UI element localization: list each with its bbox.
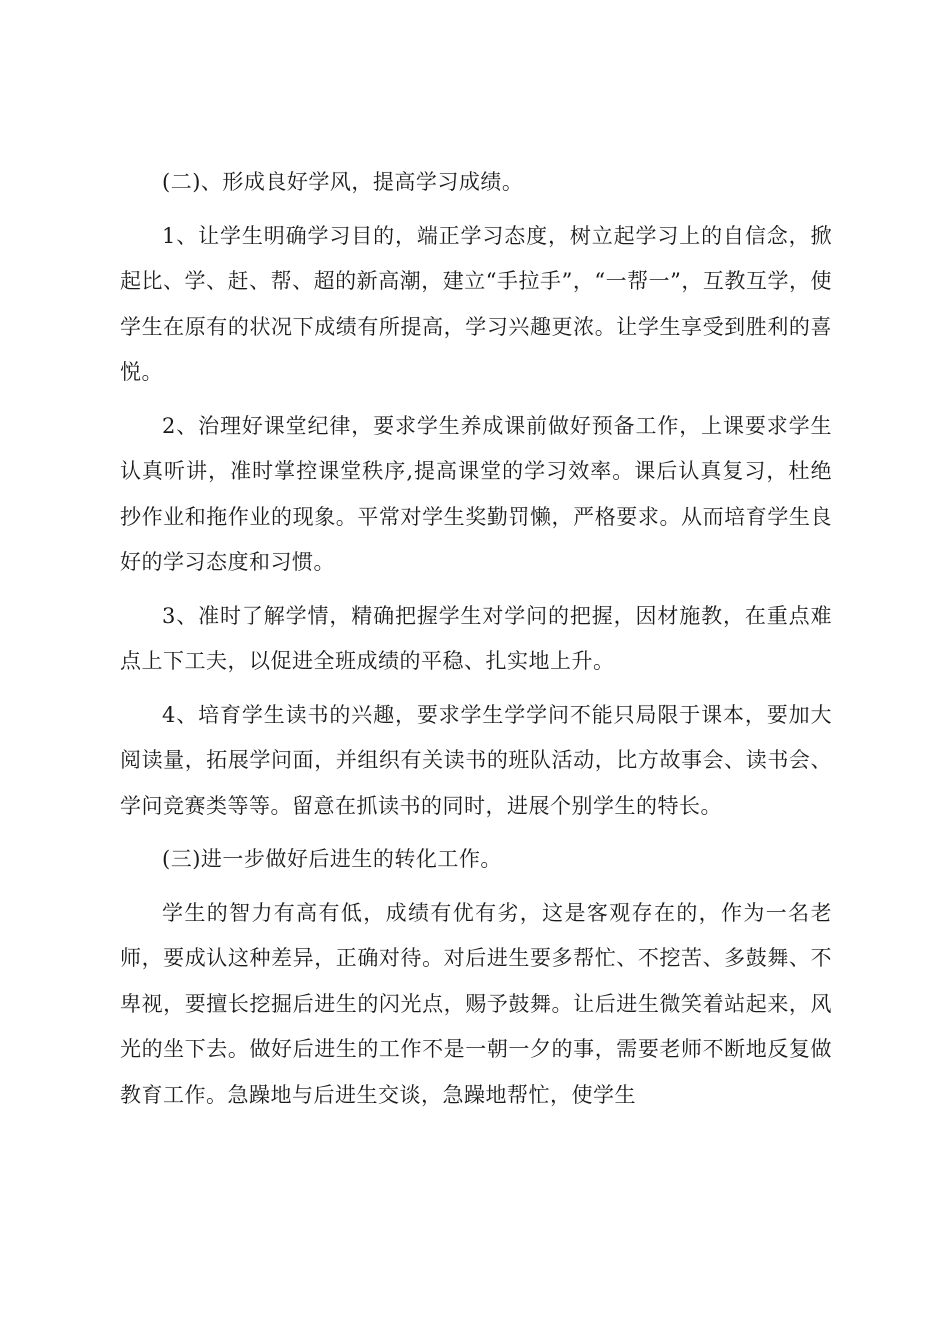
paragraph-item-2: 2、治理好课堂纪律，要求学生养成课前做好预备工作，上课要求学生认真听讲，准时掌控课堂秩序,提高课堂的学习效率。课后认真复习，杜绝抄作业和拖作业的现象。平常对学生奖勤罚懒，严格要求。从而培育学生良好的学习态度和习惯。: [120, 413, 832, 574]
paragraph-item-4: 4、培育学生读书的兴趣，要求学生学学问不能只局限于课本，要加大阅读量，拓展学问面，并组织有关读书的班队活动，比方故事会、读书会、学问竞赛类等等。留意在抓读书的同时，进展个别学生的特长。: [120, 702, 832, 818]
section-heading-3: (三)进一步做好后进生的转化工作。: [162, 847, 502, 871]
paragraph-body: 学生的智力有高有低，成绩有优有劣，这是客观存在的，作为一名老师，要成认这种差异，正确对待。对后进生要多帮忙、不挖苦、多鼓舞、不卑视，要擅长挖掘后进生的闪光点，赐予鼓舞。让后进生微笑着站起来，风光的坐下去。做好后进生的工作不是一朝一夕的事，需要老师不断地反复做教育工作。急躁地与后进生交谈，急躁地帮忙，使学生: [120, 900, 832, 1107]
document-body: [120, 160, 832, 1126]
paragraph-item-1: 1、让学生明确学习目的，端正学习态度，树立起学习上的自信念，掀起比、学、赶、帮、超的新高潮，建立“手拉手”，“一帮一”，互教互学，使学生在原有的状况下成绩有所提高，学习兴趣更浓。让学生享受到胜利的喜悦。: [120, 223, 832, 384]
section-heading-2: (二)、形成良好学风，提高学习成绩。: [162, 170, 524, 194]
paragraph-item-3: 3、准时了解学情，精确把握学生对学问的把握，因材施教，在重点难点上下工夫，以促进全班成绩的平稳、扎实地上升。: [120, 603, 832, 673]
